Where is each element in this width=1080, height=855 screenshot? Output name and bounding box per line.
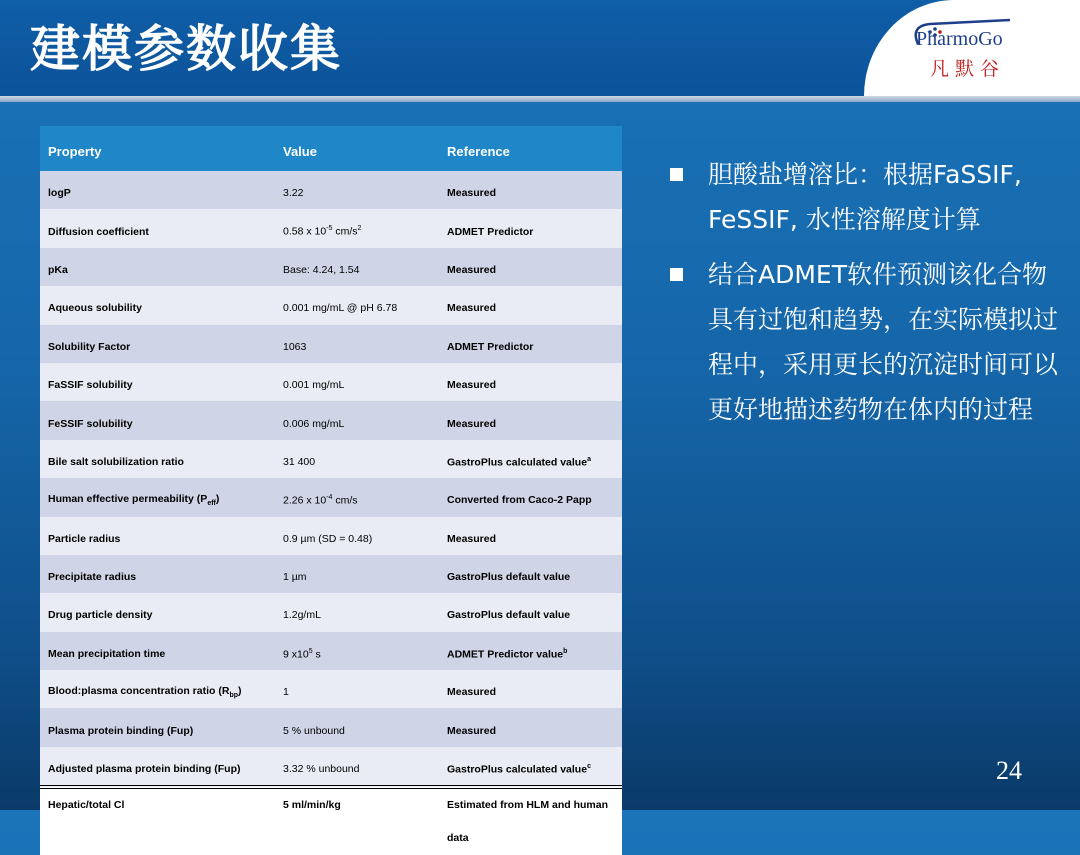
table-row — [40, 708, 622, 746]
cell-property: Plasma protein binding (Fup) — [40, 708, 275, 746]
cell-property: Hepatic/total Cl — [40, 787, 275, 855]
page-number: 24 — [996, 756, 1022, 785]
cell-reference: Measured — [439, 670, 622, 708]
cell-value: 1 — [275, 670, 439, 708]
table-row — [40, 248, 622, 286]
cell-value: Base: 4.24, 1.54 — [275, 248, 439, 286]
table-row — [40, 787, 622, 855]
cell-reference: ADMET Predictor — [439, 209, 622, 247]
table-row — [40, 555, 622, 593]
cell-property: Adjusted plasma protein binding (Fup) — [40, 747, 275, 787]
cell-reference: Measured — [439, 708, 622, 746]
title-underline — [0, 96, 1080, 102]
cell-reference: Measured — [439, 517, 622, 555]
logo-text: PharmoGo — [916, 28, 1003, 50]
cell-reference: Estimated from HLM and human data — [439, 787, 622, 855]
table-row — [40, 440, 622, 478]
table-body — [40, 171, 622, 855]
cell-value: 9 $x10^5$ s — [275, 632, 439, 670]
table-row — [40, 747, 622, 787]
header-property: Property — [40, 126, 275, 171]
cell-value: 3.32 % unbound — [275, 747, 439, 787]
table-row — [40, 632, 622, 670]
cell-reference: ADMET Predictor value$^b$ — [439, 632, 622, 670]
cell-reference: Converted from Caco-2 Papp — [439, 478, 622, 516]
cell-value: 5 % unbound — [275, 708, 439, 746]
bullet-text: 结合ADMET软件预测该化合物具有过饱和趋势，在实际模拟过程中，采用更长的沉淀时间可以更好地描述药物在体内的过程 — [708, 260, 1059, 424]
cell-value: 3.22 — [275, 171, 439, 209]
table-row — [40, 593, 622, 631]
cell-property: Drug particle density — [40, 593, 275, 631]
cell-property: Mean precipitation time — [40, 632, 275, 670]
cell-property: Aqueous solubility — [40, 286, 275, 324]
cell-property: Blood:plasma concentration ratio $(R_{bp})$ — [40, 670, 275, 708]
bullet-item — [668, 152, 1058, 242]
cell-reference: Measured — [439, 286, 622, 324]
cell-property: Precipitate radius — [40, 555, 275, 593]
table-row — [40, 171, 622, 209]
cell-reference: Measured — [439, 363, 622, 401]
cell-property: pKa — [40, 248, 275, 286]
cell-property: FeSSIF solubility — [40, 401, 275, 439]
table-row — [40, 478, 622, 516]
cell-reference: Measured — [439, 171, 622, 209]
cell-value: 0.001 mg/mL — [275, 363, 439, 401]
square-bullet-icon — [670, 168, 683, 181]
table-row — [40, 209, 622, 247]
cell-property: FaSSIF solubility — [40, 363, 275, 401]
header-reference: Reference — [439, 126, 622, 171]
cell-value: 1063 — [275, 325, 439, 363]
cell-value: 0.001 mg/mL @ pH 6.78 — [275, 286, 439, 324]
cell-reference: GastroPlus default value — [439, 555, 622, 593]
cell-value: 2.26 x $10^{-4}$ cm/s — [275, 478, 439, 516]
table-row — [40, 517, 622, 555]
table-row — [40, 286, 622, 324]
cell-property: Bile salt solubilization ratio — [40, 440, 275, 478]
cell-reference: GastroPlus calculated value$^a$ — [439, 440, 622, 478]
cell-value: 0.58 x $10^{-5}$ $cm/s^2$ — [275, 209, 439, 247]
cell-property: Solubility Factor — [40, 325, 275, 363]
bullet-text: 胆酸盐增溶比：根据FaSSIF, FeSSIF, 水性溶解度计算 — [708, 160, 1022, 234]
cell-reference: GastroPlus calculated value$^c$ — [439, 747, 622, 787]
table-row — [40, 401, 622, 439]
cell-property: Human effective permeability $(P_{eff})$ — [40, 478, 275, 516]
cell-value: 1.2g/mL — [275, 593, 439, 631]
parameters-table — [40, 126, 622, 855]
cell-reference: ADMET Predictor — [439, 325, 622, 363]
square-bullet-icon — [670, 268, 683, 281]
cell-property: Particle radius — [40, 517, 275, 555]
cell-reference: Measured — [439, 248, 622, 286]
table-row — [40, 670, 622, 708]
page-title: 建模参数收集 — [30, 20, 342, 78]
cell-value: 0.006 mg/mL — [275, 401, 439, 439]
cell-value: 0.9 µm (SD = 0.48) — [275, 517, 439, 555]
logo-chinese-text: 凡默谷 — [930, 58, 1006, 80]
cell-property: logP — [40, 171, 275, 209]
cell-value: 31 400 — [275, 440, 439, 478]
table-row — [40, 363, 622, 401]
cell-value: 1 µm — [275, 555, 439, 593]
bullet-item — [668, 252, 1058, 432]
cell-reference: GastroPlus default value — [439, 593, 622, 631]
table-header-row — [40, 126, 622, 171]
header-value: Value — [275, 126, 439, 171]
cell-reference: Measured — [439, 401, 622, 439]
bullet-list — [668, 152, 1058, 442]
table-row — [40, 325, 622, 363]
cell-value: 5 ml/min/kg — [275, 787, 439, 855]
cell-property: Diffusion coefficient — [40, 209, 275, 247]
